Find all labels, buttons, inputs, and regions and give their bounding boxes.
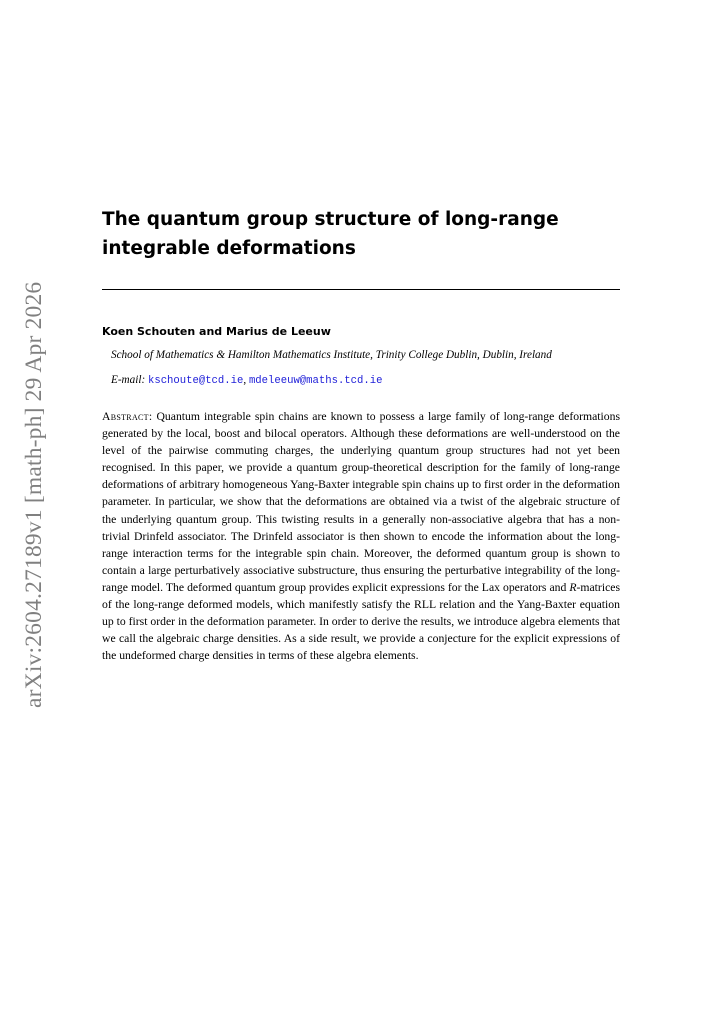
abstract <box>102 408 620 664</box>
abstract-r-symbol: R <box>569 580 577 594</box>
paper-title: The quantum group structure of long-range integrable deformations <box>102 209 559 259</box>
email-separator: , <box>243 374 247 386</box>
email-link-deleeuw[interactable]: mdeleeuw@maths.tcd.ie <box>248 375 383 387</box>
abstract-text-part-2: -matrices of the long-range deformed models, which manifestly satisfy the RLL relation and the Yang-Baxter equation up to first order in the deformation parameter. In order to derive the results, we introduce algebra elements that we call the algebraic charge densities. As a side result, we provide a conjecture for the explicit expressions of the undeformed charge densities in terms of these algebra elements. <box>102 580 620 663</box>
email-link-schouten[interactable]: kschoute@tcd.ie <box>147 375 244 387</box>
author-list: Koen Schouten and Marius de Leeuw <box>102 325 331 338</box>
title-divider <box>102 289 620 290</box>
author-affiliation: School of Mathematics & Hamilton Mathematics Institute, Trinity College Dublin, Dublin, Ireland <box>111 349 552 361</box>
abstract-text-part-1: Quantum integrable spin chains are known to possess a large family of long-range deformations generated by the local, boost and bilocal operators. Although these deformations are well-understood on the level of the pairwise commuting charges, the underlying quantum group structures had not yet been recognised. In this paper, we provide a quantum group-theoretical description for the family of long-range deformations of arbitrary homogeneous Yang-Baxter integrable spin chains up to first order in the deformation parameter. In particular, we show that the deformations are obtained via a twist of the algebraic structure of the underlying quantum group. This twisting results in a generally non-associative algebra that has a non-trivial Drinfeld associator. The Drinfeld associator is then shown to encode the information about the long-range interaction terms for the integrable spin chain. Moreover, the deformed quantum group is shown to contain a large perturbatively associative substructure, thus ensuring the perturbative integrability of the long-range model. The deformed quantum group provides explicit expressions for the Lax operators and <box>102 410 621 594</box>
email-label: E-mail: <box>111 374 146 386</box>
email-line <box>111 372 382 389</box>
arxiv-identifier: arXiv:2604.27189v1 [math-ph] 29 Apr 2026 <box>21 281 47 708</box>
abstract-label: Abstract: <box>102 410 153 423</box>
